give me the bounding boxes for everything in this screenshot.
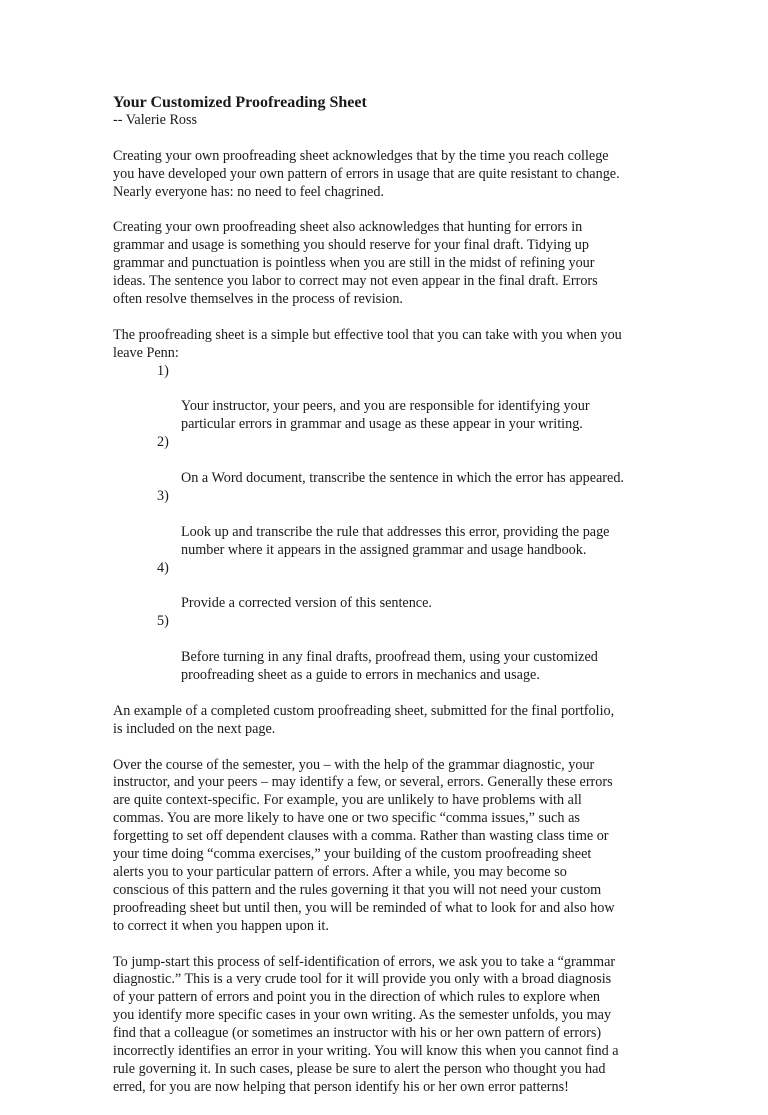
list-item (113, 613, 673, 685)
list-item-number: 1) (157, 362, 169, 379)
list-item-text: On a Word document, transcribe the sentence in which the error has appeared. (181, 470, 624, 487)
steps-list (113, 363, 673, 685)
paragraph-2: Creating your own proofreading sheet also acknowledges that hunting for errors in grammar and usage is something you should reserve for your final draft. Tidying up grammar and punctuation is pointless when you are still in the midst of refining your ideas. The sentence you labor to correct may not even appear in the final draft. Errors often resolve themselves in the process of revision. (113, 219, 598, 308)
list-item (113, 363, 673, 435)
list-item-text: Your instructor, your peers, and you are responsible for identifying your particular errors in grammar and usage as these appear in your writing. (181, 398, 590, 433)
document-title: Your Customized Proofreading Sheet (113, 94, 367, 111)
author-byline: -- Valerie Ross (113, 112, 198, 128)
paragraph-4: An example of a completed custom proofreading sheet, submitted for the final portfolio, is included on the next page. (113, 702, 615, 737)
document-page (113, 94, 673, 1115)
paragraph-1: Creating your own proofreading sheet acknowledges that by the time you reach college you have developed your own pattern of errors in usage that are quite resistant to change. Nearly everyone has: no need to feel chagrined. (113, 147, 620, 200)
list-item (113, 488, 673, 560)
list-item-text: Look up and transcribe the rule that addresses this error, providing the page number where it appears in the assigned grammar and usage handbook. (181, 523, 610, 558)
paragraph-6: To jump-start this process of self-identification of errors, we ask you to take a “grammar diagnostic.” This is a very crude tool for it will provide you only with a broad diagnosis of your pattern of errors and point you in the direction of which rules to explore when you identify more specific cases in your own writing. As the semester unfolds, you may find that a colleague (or sometimes an instructor with his or her own pattern of errors) incorrectly identifies an error in your writing. You will know this when you cannot find a rule governing it. In such cases, please be sure to alert the person who thought you had erred, for you are now helping that person identify his or her own error patterns! (113, 953, 619, 1095)
list-item-text: Provide a corrected version of this sentence. (181, 595, 432, 612)
list-item-number: 3) (157, 487, 169, 504)
list-item-number: 4) (157, 559, 169, 576)
paragraph-5: Over the course of the semester, you – with the help of the grammar diagnostic, your instructor, and your peers – may identify a few, or several, errors. Generally these errors are quite context-specific. For example, you are unlikely to have problems with all commas. You are more likely to have one or two specific “comma issues,” such as forgetting to set off dependent clauses with a comma. Rather than wasting class time or your time doing “comma exercises,” your building of the custom proofreading sheet alerts you to your particular pattern of errors. After a while, you may become so conscious of this pattern and the rules governing it that you will not need your custom proofreading sheet but until then, you will be reminded of what to look for and also how to correct it when you happen upon it. (113, 756, 615, 934)
paragraph-3: The proofreading sheet is a simple but effective tool that you can take with you when you leave Penn: (113, 326, 622, 361)
list-item (113, 434, 673, 488)
list-item-text: Before turning in any final drafts, proofread them, using your customized proofreading sheet as a guide to errors in mechanics and usage. (181, 649, 598, 684)
list-item-number: 5) (157, 613, 169, 630)
list-item-number: 2) (157, 434, 169, 451)
list-item (113, 560, 673, 614)
